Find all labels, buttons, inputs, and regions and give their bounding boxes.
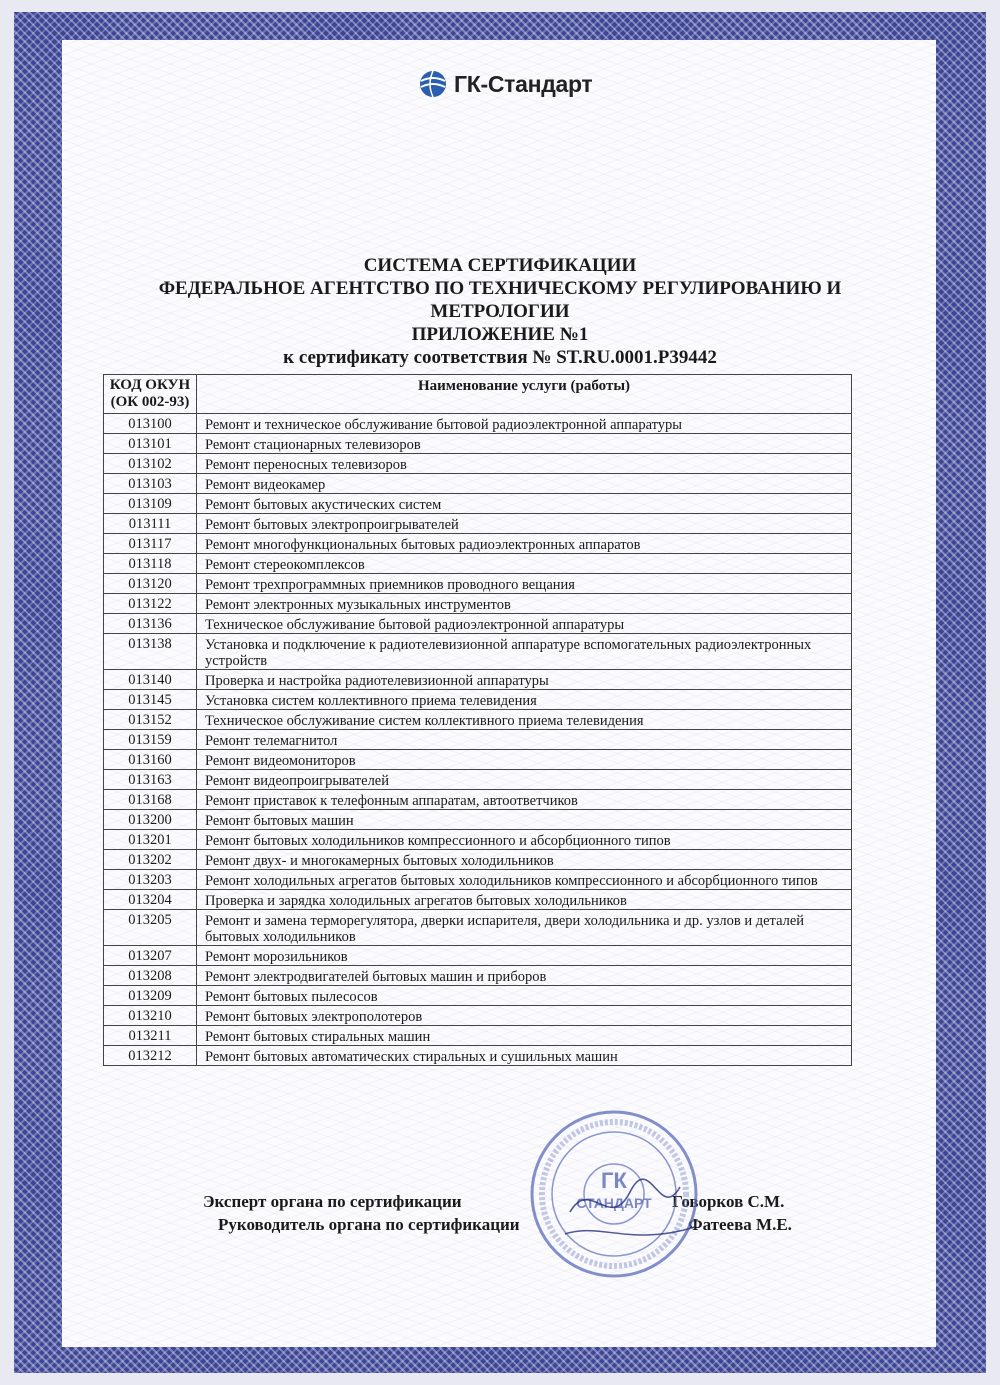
table-row <box>104 910 852 946</box>
table-row <box>104 594 852 614</box>
table-row <box>104 554 852 574</box>
service-code: 013200 <box>104 810 197 830</box>
column-header-code: КОД ОКУН (ОК 002-93) <box>104 375 197 414</box>
service-code: 013202 <box>104 850 197 870</box>
service-name: Ремонт и техническое обслуживание бытовой радиоэлектронной аппаратуры <box>197 414 852 434</box>
service-code: 013207 <box>104 946 197 966</box>
table-row <box>104 494 852 514</box>
service-code: 013201 <box>104 830 197 850</box>
table-header-row <box>104 375 852 414</box>
table-row <box>104 946 852 966</box>
service-name: Установка и подключение к радиотелевизионной аппаратуре вспомогательных радиоэлектронных устройств <box>197 634 852 670</box>
service-code: 013101 <box>104 434 197 454</box>
service-name: Ремонт и замена терморегулятора, дверки испарителя, двери холодильника и др. узлов и деталей бытовых холодильников <box>197 910 852 946</box>
head-name: Фатеева М.Е. <box>688 1215 792 1234</box>
service-code: 013138 <box>104 634 197 670</box>
handwritten-signature <box>560 1172 700 1252</box>
service-code: 013160 <box>104 750 197 770</box>
service-name: Ремонт видеокамер <box>197 474 852 494</box>
service-code: 013100 <box>104 414 197 434</box>
service-code: 013145 <box>104 690 197 710</box>
table-row <box>104 830 852 850</box>
service-code: 013159 <box>104 730 197 750</box>
table-row <box>104 414 852 434</box>
service-name: Ремонт бытовых автоматических стиральных и сушильных машин <box>197 1046 852 1066</box>
header-line-4: ПРИЛОЖЕНИЕ №1 <box>411 324 589 345</box>
service-name: Проверка и зарядка холодильных агрегатов бытовых холодильников <box>197 890 852 910</box>
service-code: 013203 <box>104 870 197 890</box>
service-name: Установка систем коллективного приема телевидения <box>197 690 852 710</box>
header-line-3: МЕТРОЛОГИИ <box>430 301 570 322</box>
header-line-2: ФЕДЕРАЛЬНОЕ АГЕНТСТВО ПО ТЕХНИЧЕСКОМУ РЕГУЛИРОВАНИЮ И <box>158 278 842 299</box>
service-code: 013210 <box>104 1006 197 1026</box>
expert-label: Эксперт органа по сертификации <box>203 1192 462 1211</box>
service-code: 013211 <box>104 1026 197 1046</box>
service-name: Ремонт электродвигателей бытовых машин и приборов <box>197 966 852 986</box>
service-name: Ремонт видеомониторов <box>197 750 852 770</box>
service-code: 013163 <box>104 770 197 790</box>
table-row <box>104 986 852 1006</box>
table-row <box>104 514 852 534</box>
table-row <box>104 770 852 790</box>
table-row <box>104 670 852 690</box>
service-code: 013168 <box>104 790 197 810</box>
table-row <box>104 574 852 594</box>
svg-text:СТАНДАРТ: СТАНДАРТ <box>576 1195 652 1211</box>
service-code: 013136 <box>104 614 197 634</box>
service-name: Ремонт телемагнитол <box>197 730 852 750</box>
expert-name: Говорков С.М. <box>672 1192 785 1211</box>
table-row <box>104 750 852 770</box>
service-name: Ремонт стереокомплексов <box>197 554 852 574</box>
table-row <box>104 790 852 810</box>
service-name: Ремонт бытовых электропроигрывателей <box>197 514 852 534</box>
table-row <box>104 1026 852 1046</box>
table-row <box>104 870 852 890</box>
service-code: 013204 <box>104 890 197 910</box>
service-code: 013205 <box>104 910 197 946</box>
service-name: Ремонт приставок к телефонным аппаратам, автоответчиков <box>197 790 852 810</box>
service-name: Ремонт морозильников <box>197 946 852 966</box>
service-name: Ремонт бытовых электрополотеров <box>197 1006 852 1026</box>
service-name: Ремонт бытовых стиральных машин <box>197 1026 852 1046</box>
table-row <box>104 454 852 474</box>
service-name: Ремонт переносных телевизоров <box>197 454 852 474</box>
service-code: 013122 <box>104 594 197 614</box>
service-name: Ремонт электронных музыкальных инструментов <box>197 594 852 614</box>
service-name: Техническое обслуживание бытовой радиоэлектронной аппаратуры <box>197 614 852 634</box>
service-name: Ремонт бытовых машин <box>197 810 852 830</box>
logo-text: ГК-Стандарт <box>454 70 593 97</box>
table-row <box>104 1046 852 1066</box>
service-name: Ремонт многофункциональных бытовых радиоэлектронных аппаратов <box>197 534 852 554</box>
service-name: Ремонт бытовых холодильников компрессионного и абсорбционного типов <box>197 830 852 850</box>
table-row <box>104 890 852 910</box>
globe-logo-icon <box>418 69 448 99</box>
document-header <box>110 254 890 369</box>
service-code: 013208 <box>104 966 197 986</box>
service-name: Ремонт стационарных телевизоров <box>197 434 852 454</box>
service-name: Ремонт трехпрограммных приемников проводного вещания <box>197 574 852 594</box>
header-line-1: СИСТЕМА СЕРТИФИКАЦИИ <box>363 255 637 276</box>
service-name: Ремонт двух- и многокамерных бытовых холодильников <box>197 850 852 870</box>
table-row <box>104 810 852 830</box>
service-code: 013109 <box>104 494 197 514</box>
service-code: 013118 <box>104 554 197 574</box>
service-name: Ремонт холодильных агрегатов бытовых холодильников компрессионного и абсорбционного типов <box>197 870 852 890</box>
service-name: Ремонт бытовых акустических систем <box>197 494 852 514</box>
table-row <box>104 966 852 986</box>
head-label: Руководитель органа по сертификации <box>218 1215 520 1234</box>
table-row <box>104 474 852 494</box>
header-line-5: к сертификату соответствия № ST.RU.0001.P39442 <box>283 347 717 368</box>
table-row <box>104 634 852 670</box>
table-row <box>104 614 852 634</box>
service-code: 013212 <box>104 1046 197 1066</box>
column-header-name: Наименование услуги (работы) <box>197 375 852 414</box>
table-row <box>104 690 852 710</box>
service-code: 013209 <box>104 986 197 1006</box>
service-code: 013102 <box>104 454 197 474</box>
service-code: 013103 <box>104 474 197 494</box>
table-row <box>104 850 852 870</box>
service-code: 013140 <box>104 670 197 690</box>
service-name: Ремонт бытовых пылесосов <box>197 986 852 1006</box>
table-row <box>104 534 852 554</box>
table-body <box>104 414 852 1066</box>
service-name: Ремонт видеопроигрывателей <box>197 770 852 790</box>
service-code: 013120 <box>104 574 197 594</box>
table-row <box>104 730 852 750</box>
service-name: Проверка и настройка радиотелевизионной аппаратуры <box>197 670 852 690</box>
table-row <box>104 1006 852 1026</box>
table-row <box>104 434 852 454</box>
svg-text:ГК: ГК <box>601 1168 627 1193</box>
service-code: 013152 <box>104 710 197 730</box>
company-logo <box>418 64 592 104</box>
table-row <box>104 710 852 730</box>
services-table <box>103 374 852 1066</box>
service-code: 013111 <box>104 514 197 534</box>
service-name: Техническое обслуживание систем коллективного приема телевидения <box>197 710 852 730</box>
service-code: 013117 <box>104 534 197 554</box>
